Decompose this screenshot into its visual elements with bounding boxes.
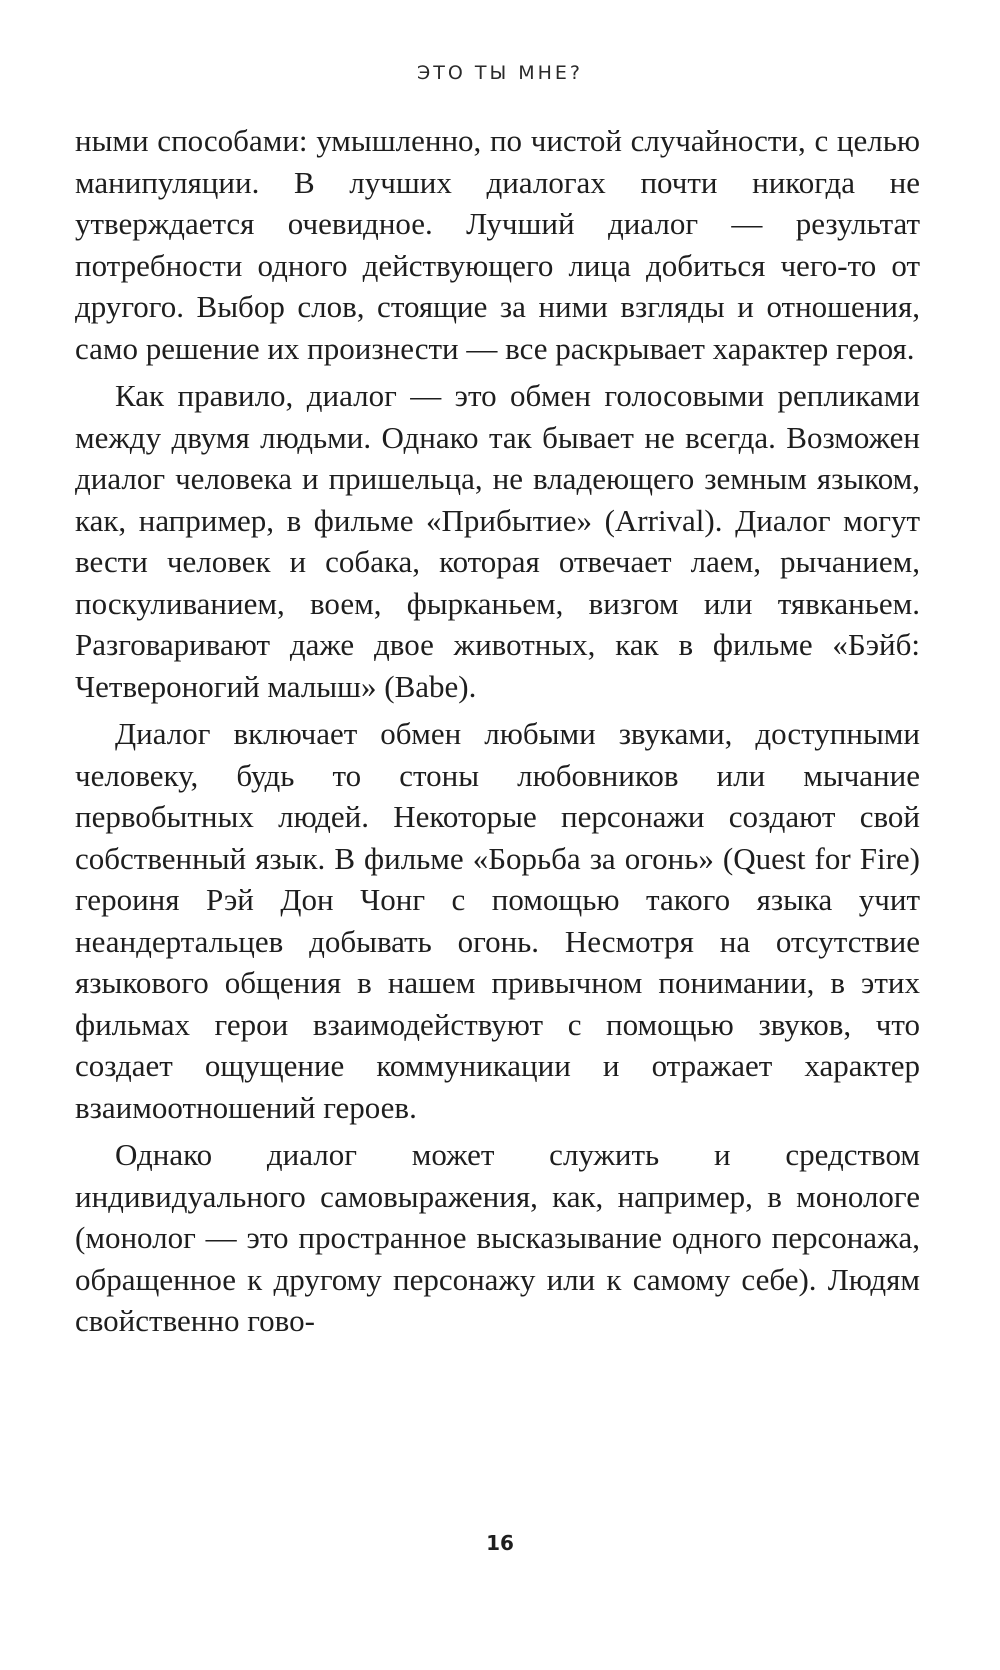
running-header: ЭТО ТЫ МНЕ? (416, 62, 584, 84)
paragraph: ными способами: умышленно, по чистой случайности, с целью манипуляции. В лучших диалогах почти никогда не утверждается очевидное. Лучший диалог — результат потребности одного действующего лица добиться чего-то от другого. Выбор слов, стоящие за ними взгляды и отношения, само решение их произнести — все раскрывает характер героя. (75, 123, 920, 366)
page-number: 16 (486, 1531, 514, 1555)
paragraph: Как правило, диалог — это обмен голосовыми репликами между двумя людьми. Однако так бывает не всегда. Возможен диалог человека и пришельца, не владеющего земным языком, как, например, в фильме «Прибытие» (Arrival). Диалог могут вести человек и собака, которая отвечает лаем, рычанием, поскуливанием, воем, фырканьем, визгом или тявканьем. Разговаривают даже двое животных, как в фильме «Бэйб: Четвероногий малыш» (Babe). (75, 378, 920, 704)
paragraph: Однако диалог может служить и средством индивидуального самовыражения, как, например, в монологе (монолог — это пространное высказывание одного персонажа, обращенное к другому персонажу или к самому себе). Людям свойственно гово- (75, 1137, 920, 1338)
paragraph: Диалог включает обмен любыми звуками, доступными человеку, будь то стоны любовников или мычание первобытных людей. Некоторые персонажи создают свой собственный язык. В фильме «Борьба за огонь» (Quest for Fire) героиня Рэй Дон Чонг с помощью такого языка учит неандертальцев добывать огонь. Несмотря на отсутствие языкового общения в нашем привычном понимании, в этих фильмах герои взаимодействуют с помощью звуков, что создает ощущение коммуникации и отражает характер взаимоотношений героев. (75, 716, 920, 1125)
body-text (75, 120, 920, 1342)
